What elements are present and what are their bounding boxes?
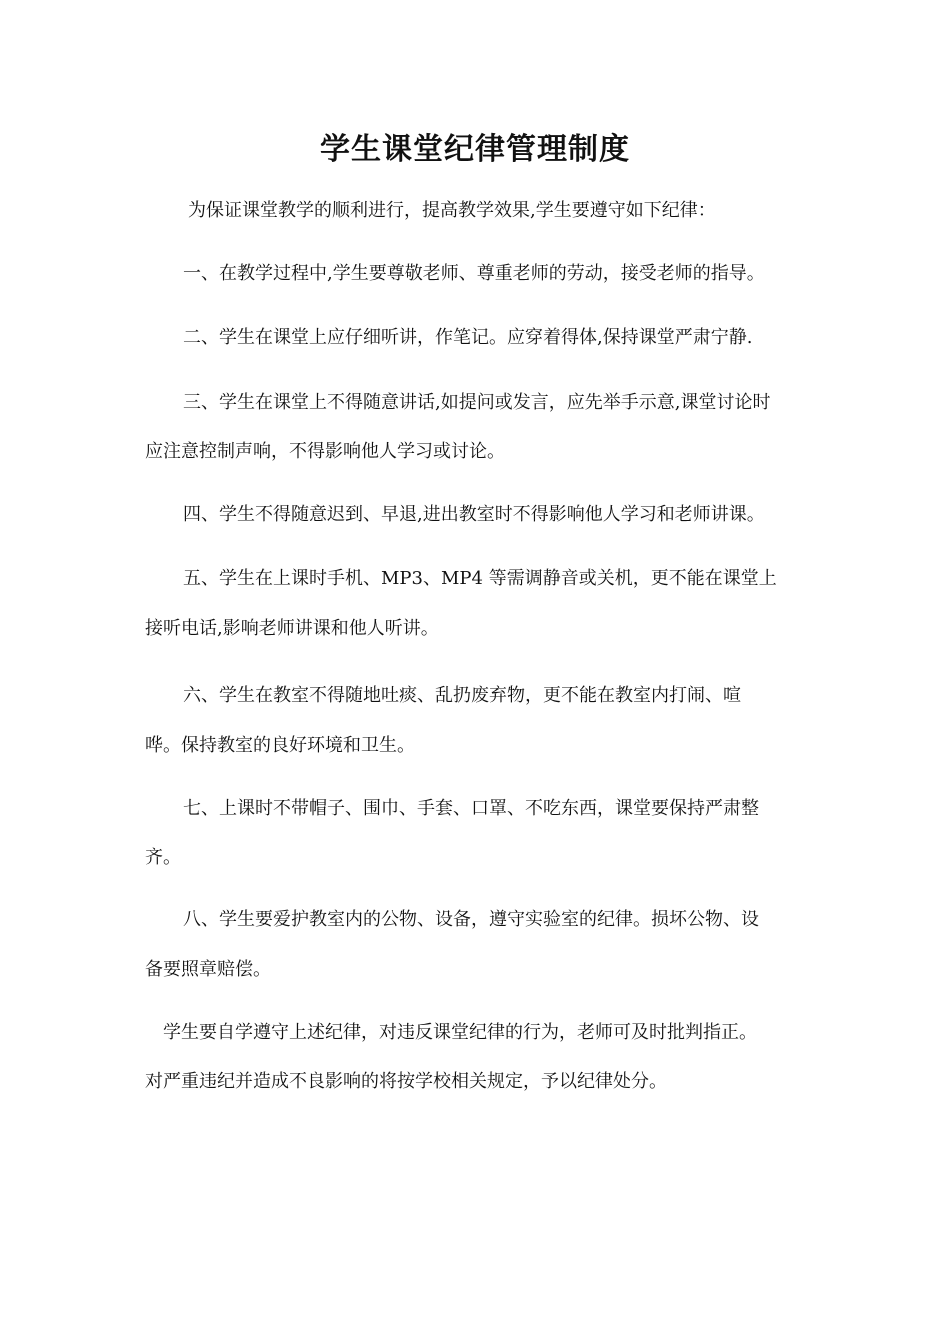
intro-paragraph: 为保证课堂教学的顺利进行，提高教学效果,学生要遵守如下纪律： <box>188 200 716 221</box>
rule-5-line-1: 五、学生在上课时手机、MP3、MP4 等需调静音或关机，更不能在课堂上 <box>183 568 777 589</box>
rule-7-line-1: 七、上课时不带帽子、围巾、手套、口罩、不吃东西，课堂要保持严肃整 <box>183 798 759 819</box>
rule-8-line-2: 备要照章赔偿。 <box>145 959 271 980</box>
rule-1: 一、在教学过程中,学生要尊敬老师、尊重老师的劳动，接受老师的指导。 <box>183 263 765 284</box>
rule-2: 二、学生在课堂上应仔细听讲，作笔记。应穿着得体,保持课堂严肃宁静. <box>183 327 753 348</box>
rule-7-line-2: 齐。 <box>145 847 181 868</box>
closing-line-2: 对严重违纪并造成不良影响的将按学校相关规定，予以纪律处分。 <box>145 1071 667 1092</box>
closing-line-1: 学生要自学遵守上述纪律，对违反课堂纪律的行为，老师可及时批判指正。 <box>163 1022 757 1043</box>
rule-8-line-1: 八、学生要爱护教室内的公物、设备，遵守实验室的纪律。损坏公物、设 <box>183 909 759 930</box>
rule-3-line-2: 应注意控制声响，不得影响他人学习或讨论。 <box>145 441 505 462</box>
rule-6-line-2: 哗。保持教室的良好环境和卫生。 <box>145 735 415 756</box>
rule-3-line-1: 三、学生在课堂上不得随意讲话,如提问或发言，应先举手示意,课堂讨论时 <box>183 392 771 413</box>
rule-6-line-1: 六、学生在教室不得随地吐痰、乱扔废弃物，更不能在教室内打闹、喧 <box>183 685 741 706</box>
rule-4: 四、学生不得随意迟到、早退,进出教室时不得影响他人学习和老师讲课。 <box>183 504 765 525</box>
document-title: 学生课堂纪律管理制度 <box>320 132 630 167</box>
rule-5-line-2: 接听电话,影响老师讲课和他人听讲。 <box>145 618 439 639</box>
